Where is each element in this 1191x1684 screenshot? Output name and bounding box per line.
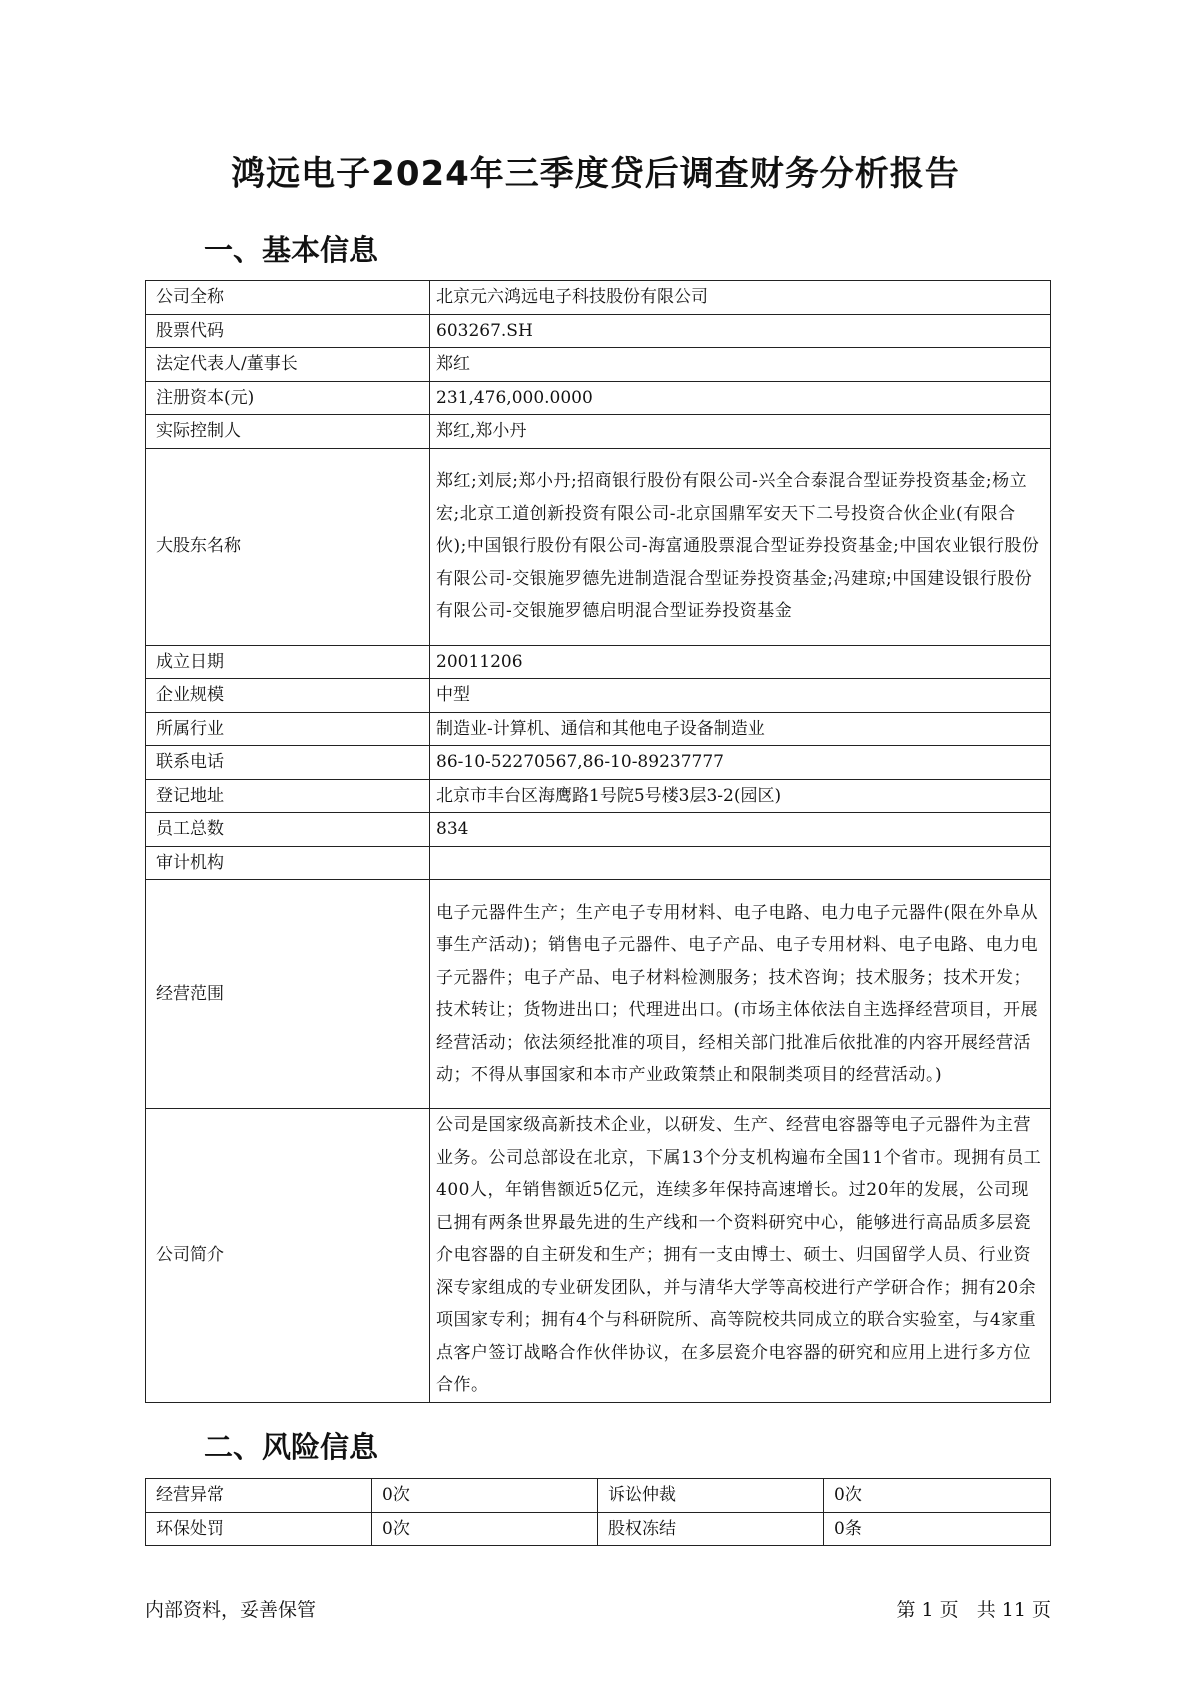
row-value: 郑红 (430, 348, 1051, 382)
risk-label: 环保处罚 (146, 1512, 372, 1546)
row-value: 231,476,000.0000 (430, 381, 1051, 415)
table-row (146, 712, 1051, 746)
table-row (146, 645, 1051, 679)
row-label: 成立日期 (146, 645, 430, 679)
table-row (146, 813, 1051, 847)
table-row (146, 381, 1051, 415)
footer-page-number: 第 1 页 共 11 页 (896, 1599, 1051, 1621)
row-value: 电子元器件生产；生产电子专用材料、电子电路、电力电子元器件(限在外阜从事生产活动)；销售电子元器件、电子产品、电子专用材料、电子电路、电力电子元器件；电子产品、电子材料检测服务；技术咨询；技术服务；技术开发；技术转让；货物进出口；代理进出口。(市场主体依法自主选择经营项目，开展经营活动；依法须经批准的项目，经相关部门批准后依批准的内容开展经营活动；不得从事国家和本市产业政策禁止和限制类项目的经营活动。) (430, 880, 1051, 1109)
row-label: 员工总数 (146, 813, 430, 847)
row-label: 公司简介 (146, 1109, 430, 1403)
table-row (146, 746, 1051, 780)
row-value: 公司是国家级高新技术企业，以研发、生产、经营电容器等电子元器件为主营业务。公司总部设在北京，下属13个分支机构遍布全国11个省市。现拥有员工400人，年销售额近5亿元，连续多年保持高速增长。过20年的发展，公司现已拥有两条世界最先进的生产线和一个资料研究中心，能够进行高品质多层瓷介电容器的自主研发和生产；拥有一支由博士、硕士、归国留学人员、行业资深专家组成的专业研发团队，并与清华大学等高校进行产学研合作；拥有20余项国家专利；拥有4个与科研院所、高等院校共同成立的联合实验室，与4家重点客户签订战略合作伙伴协议，在多层瓷介电容器的研究和应用上进行多方位合作。 (430, 1109, 1051, 1403)
basic-info-table (145, 280, 1051, 1403)
row-value: 郑红,郑小丹 (430, 415, 1051, 449)
row-label: 实际控制人 (146, 415, 430, 449)
report-title: 鸿远电子2024年三季度贷后调查财务分析报告 (231, 154, 960, 194)
risk-info-table (145, 1478, 1051, 1546)
risk-label: 股权冻结 (598, 1512, 824, 1546)
row-label: 所属行业 (146, 712, 430, 746)
row-value: 20011206 (430, 645, 1051, 679)
row-label: 法定代表人/董事长 (146, 348, 430, 382)
row-value: 603267.SH (430, 314, 1051, 348)
row-value: 86-10-52270567,86-10-89237777 (430, 746, 1051, 780)
row-label: 审计机构 (146, 846, 430, 880)
table-row (146, 314, 1051, 348)
table-row (146, 281, 1051, 315)
row-label: 公司全称 (146, 281, 430, 315)
risk-label: 经营异常 (146, 1479, 372, 1513)
table-row (146, 846, 1051, 880)
row-label: 注册资本(元) (146, 381, 430, 415)
table-row (146, 1512, 1051, 1546)
table-row (146, 1479, 1051, 1513)
row-value: 中型 (430, 679, 1051, 713)
risk-value: 0条 (824, 1512, 1051, 1546)
table-row (146, 1109, 1051, 1403)
table-row (146, 880, 1051, 1109)
risk-value: 0次 (372, 1512, 598, 1546)
row-value: 北京元六鸿远电子科技股份有限公司 (430, 281, 1051, 315)
row-value: 郑红;刘辰;郑小丹;招商银行股份有限公司-兴全合泰混合型证券投资基金;杨立宏;北京工道创新投资有限公司-北京国鼎军安天下二号投资合伙企业(有限合伙);中国银行股份有限公司-海富通股票混合型证券投资基金;中国农业银行股份有限公司-交银施罗德先进制造混合型证券投资基金;冯建琼;中国建设银行股份有限公司-交银施罗德启明混合型证券投资基金 (430, 448, 1051, 645)
row-value: 制造业-计算机、通信和其他电子设备制造业 (430, 712, 1051, 746)
row-label: 经营范围 (146, 880, 430, 1109)
row-label: 大股东名称 (146, 448, 430, 645)
table-row (146, 415, 1051, 449)
table-row (146, 448, 1051, 645)
row-label: 联系电话 (146, 746, 430, 780)
section-heading-basic-info: 一、基本信息 (204, 233, 379, 267)
risk-value: 0次 (372, 1479, 598, 1513)
row-value: 834 (430, 813, 1051, 847)
section-heading-risk-info: 二、风险信息 (204, 1430, 379, 1464)
risk-value: 0次 (824, 1479, 1051, 1513)
footer-confidential-note: 内部资料，妥善保管 (145, 1599, 317, 1621)
table-row (146, 348, 1051, 382)
table-row (146, 779, 1051, 813)
table-row (146, 679, 1051, 713)
row-label: 登记地址 (146, 779, 430, 813)
row-label: 企业规模 (146, 679, 430, 713)
row-value: 北京市丰台区海鹰路1号院5号楼3层3-2(园区) (430, 779, 1051, 813)
row-label: 股票代码 (146, 314, 430, 348)
risk-label: 诉讼仲裁 (598, 1479, 824, 1513)
row-value (430, 846, 1051, 880)
